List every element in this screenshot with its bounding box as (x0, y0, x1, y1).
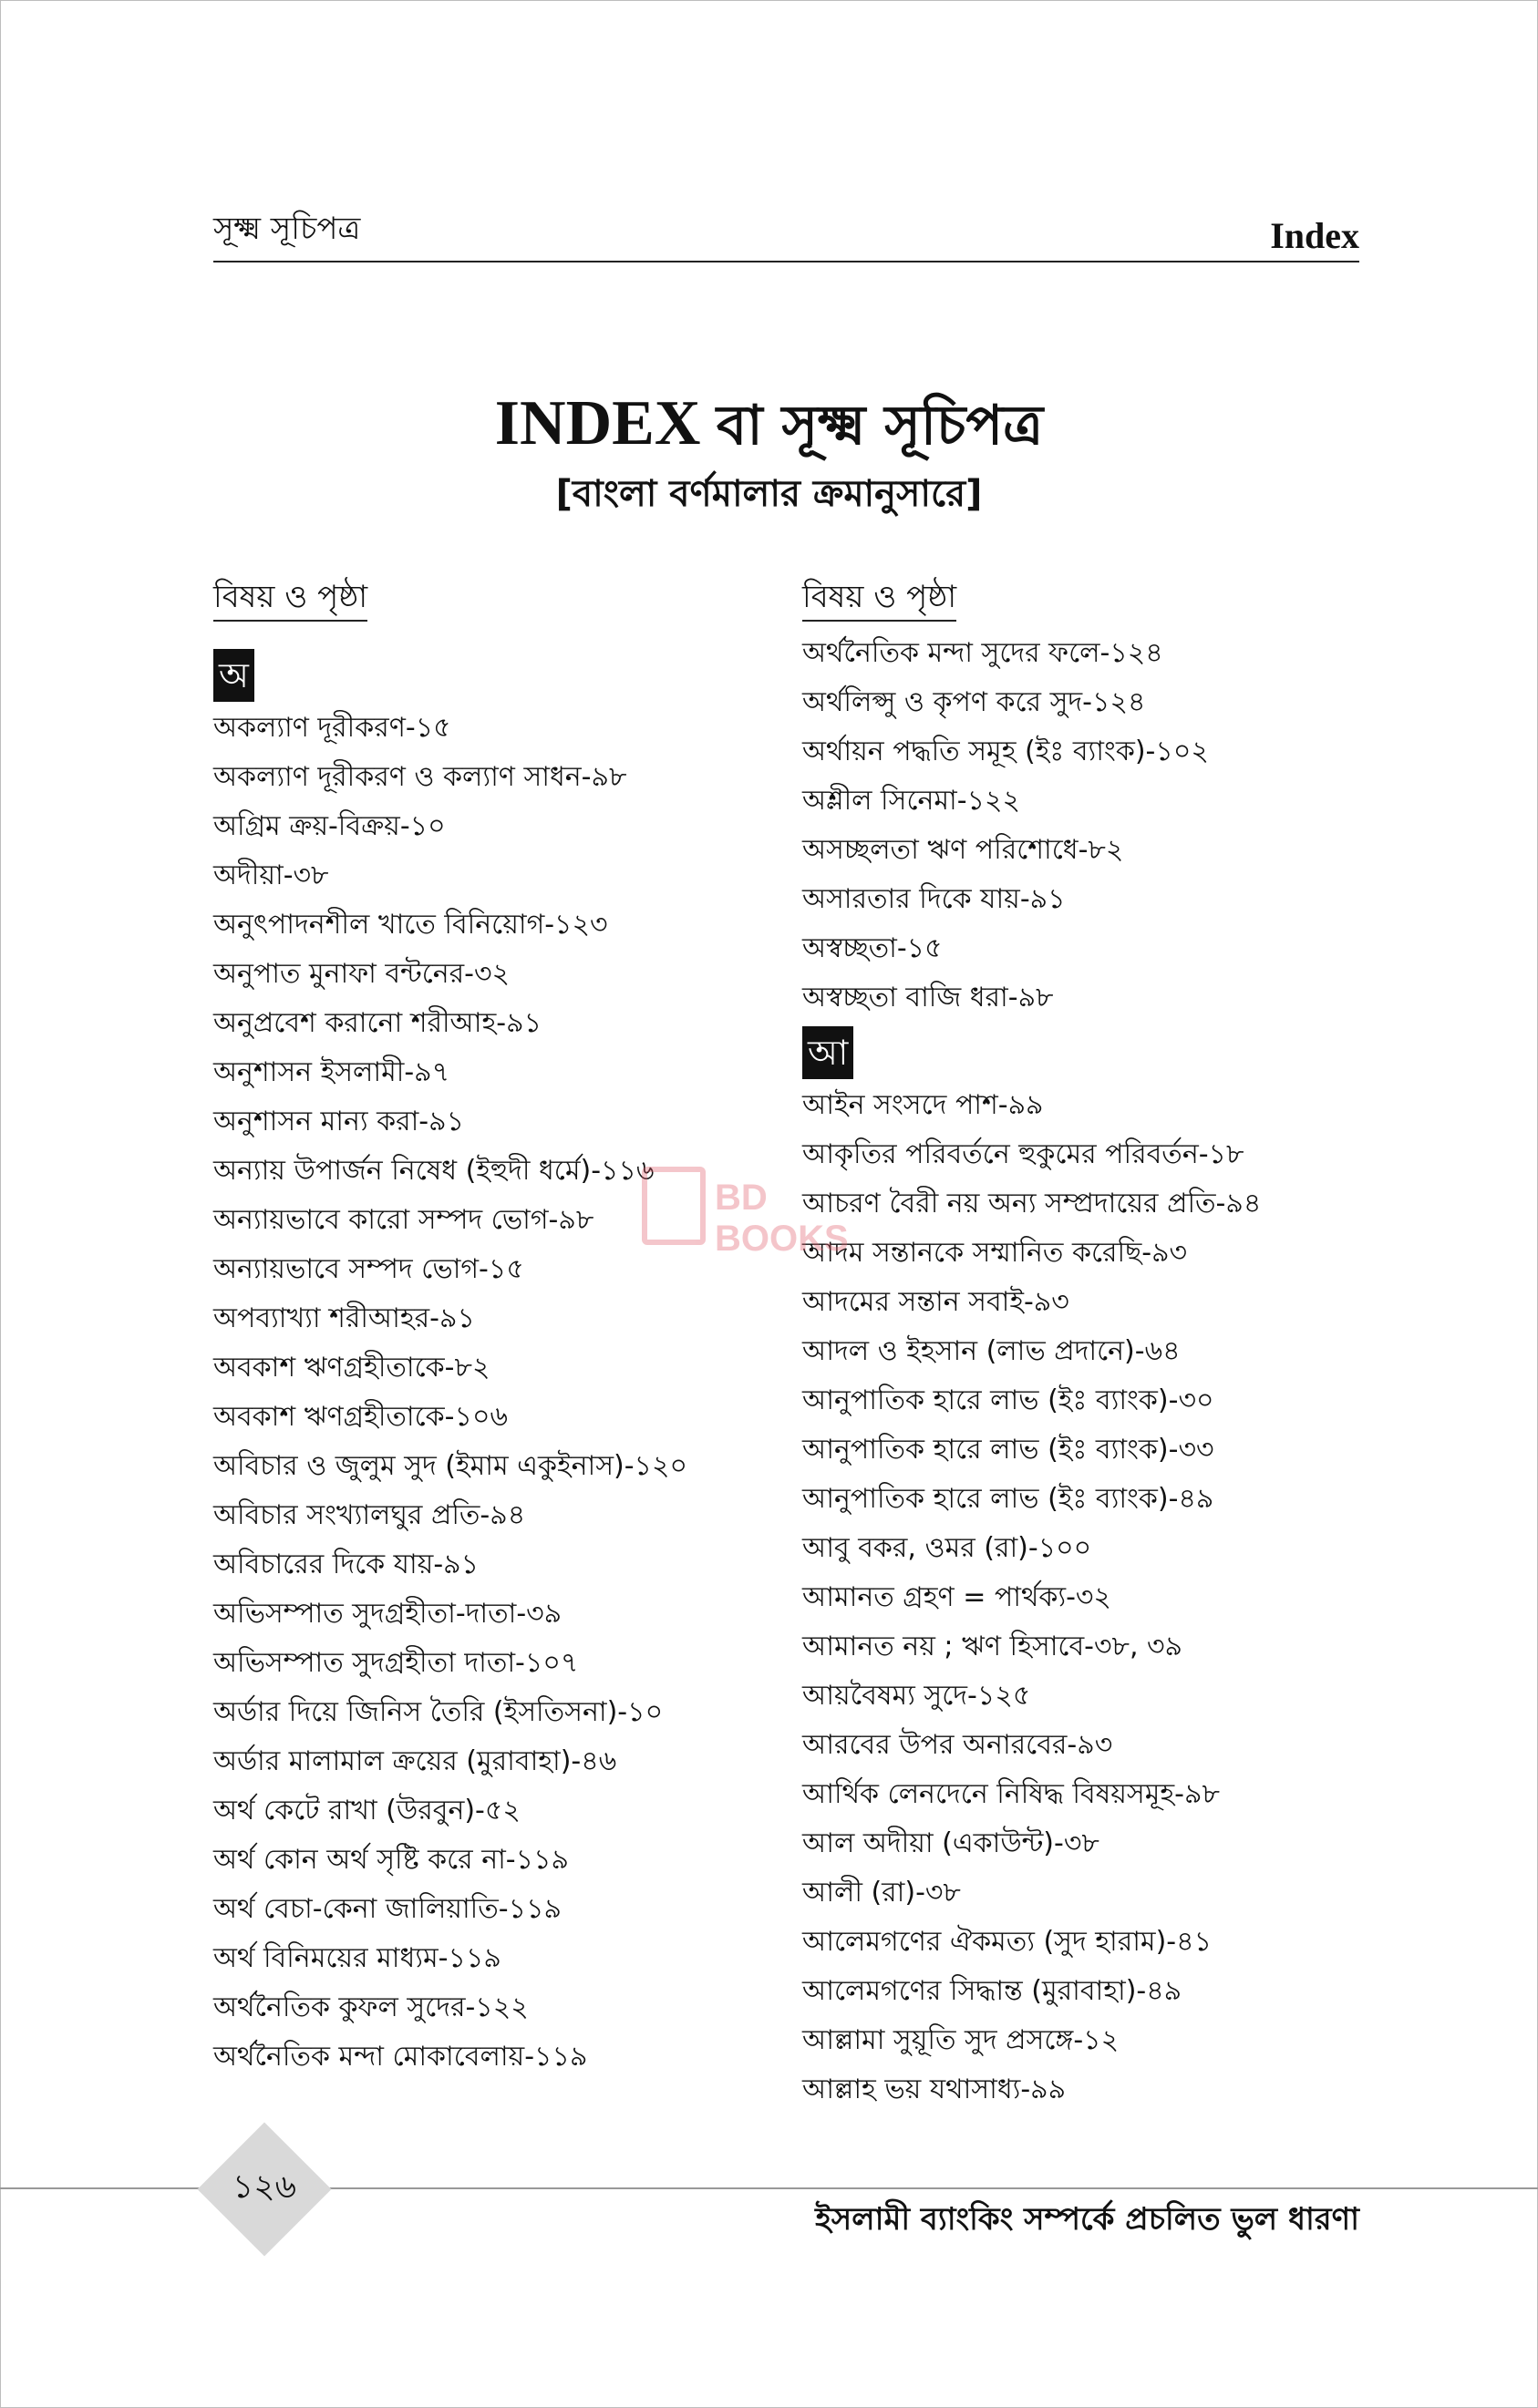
right-column (802, 576, 1386, 2115)
title-english: INDEX (494, 388, 701, 458)
index-entry: অস্বচ্ছতা-১৫ (802, 932, 943, 964)
index-entry: অর্থ বিনিময়ের মাধ্যম-১১৯ (213, 1942, 501, 1974)
running-header (213, 211, 1359, 262)
index-entry: আদমের সন্তান সবাই-৯৩ (802, 1286, 1069, 1318)
index-entry: অগ্রিম ক্রয়-বিক্রয়-১০ (213, 810, 446, 842)
index-entry: অসচ্ছলতা ঋণ পরিশোধে-৮২ (802, 834, 1124, 866)
page-number: ১২৬ (232, 2168, 297, 2206)
index-entry: অশ্লীল সিনেমা-১২২ (802, 785, 1021, 817)
footer-book-title: ইসলামী ব্যাংকিং সম্পর্কে প্রচলিত ভুল ধারণা (815, 2201, 1359, 2238)
index-entry: অর্ডার মালামাল ক্রয়ের (মুরাবাহা)-৪৬ (213, 1745, 617, 1777)
index-entry: অকল্যাণ দূরীকরণ-১৫ (213, 712, 451, 744)
index-entry: অর্থনৈতিক মন্দা সুদের ফলে-১২৪ (802, 637, 1163, 669)
index-entry: আনুপাতিক হারে লাভ (ইঃ ব্যাংক)-৩৩ (802, 1434, 1214, 1466)
index-entry: অর্থনৈতিক কুফল সুদের-১২২ (213, 1991, 529, 2023)
right-entry-list-a (802, 629, 1386, 1023)
index-entry: আল্লামা সুয়ূতি সুদ প্রসঙ্গে-১২ (802, 2024, 1120, 2056)
index-entry: অসারতার দিকে যায়-৯১ (802, 883, 1066, 915)
index-entry: আল্লাহ ভয় যথাসাধ্য-৯৯ (802, 2074, 1067, 2105)
index-entry: অবিচার ও জুলুম সুদ (ইমাম একুইনাস)-১২০ (213, 1450, 688, 1482)
right-column-heading: বিষয় ও পৃষ্ঠা (802, 576, 956, 622)
index-entry: আদম সন্তানকে সম্মানিত করেছি-৯৩ (802, 1237, 1188, 1269)
index-entry: অস্বচ্ছতা বাজি ধরা-৯৮ (802, 982, 1054, 1014)
watermark (642, 1163, 906, 1259)
letter-heading: আ (802, 1026, 853, 1079)
index-entry: আমানত গ্রহণ = পার্থক্য-৩২ (802, 1581, 1111, 1613)
left-entry-list (213, 704, 797, 2082)
index-entry: আনুপাতিক হারে লাভ (ইঃ ব্যাংক)-৩০ (802, 1384, 1214, 1416)
index-entry: অনুশাসন ইসলামী-৯৭ (213, 1056, 450, 1088)
header-right-title: Index (1270, 215, 1359, 256)
index-entry: অর্থলিপ্সু ও কৃপণ করে সুদ-১২৪ (802, 686, 1146, 718)
index-entry: আচরণ বৈরী নয় অন্য সম্প্রদায়ের প্রতি-৯৪ (802, 1188, 1262, 1219)
header-left-title: সূক্ষ্ম সূচিপত্র (213, 211, 361, 247)
index-entry: অন্যায় উপার্জন নিষেধ (ইহুদী ধর্মে)-১১৬ (213, 1155, 655, 1187)
index-entry: অভিসম্পাত সুদগ্রহীতা-দাতা-৩৯ (213, 1598, 563, 1630)
index-entry: আলেমগণের সিদ্ধান্ত (মুরাবাহা)-৪৯ (802, 1975, 1182, 2007)
index-entry: অপব্যাখ্যা শরীআহর-৯১ (213, 1302, 475, 1334)
index-entry: আরবের উপর অনারবের-৯৩ (802, 1729, 1113, 1761)
index-entry: অবিচারের দিকে যায়-৯১ (213, 1549, 480, 1580)
index-entry: আর্থিক লেনদেনে নিষিদ্ধ বিষয়সমূহ-৯৮ (802, 1778, 1220, 1810)
left-column (213, 576, 797, 2082)
letter-heading: অ (213, 649, 254, 702)
index-entry: অনুপাত মুনাফা বন্টনের-৩২ (213, 958, 511, 990)
title-bangla: বা সূক্ষ্ম সূচিপত্র (716, 394, 1044, 458)
index-entry: আলেমগণের ঐকমত্য (সুদ হারাম)-৪১ (802, 1926, 1213, 1958)
index-entry: অর্থ কোন অর্থ সৃষ্টি করে না-১১৯ (213, 1844, 570, 1876)
index-entry: আইন সংসদে পাশ-৯৯ (802, 1089, 1044, 1121)
index-entry: অন্যায়ভাবে সম্পদ ভোগ-১৫ (213, 1253, 524, 1285)
index-entry: অবিচার সংখ্যালঘুর প্রতি-৯৪ (213, 1499, 526, 1531)
index-entry: অবকাশ ঋণগ্রহীতাকে-৮২ (213, 1352, 490, 1384)
index-entry: আয়বৈষম্য সুদে-১২৫ (802, 1680, 1031, 1712)
index-entry: আনুপাতিক হারে লাভ (ইঃ ব্যাংক)-৪৯ (802, 1483, 1214, 1515)
page-subtitle: [বাংলা বর্ণমালার ক্রমানুসারে] (555, 473, 983, 515)
index-entry: অন্যায়ভাবে কারো সম্পদ ভোগ-৯৮ (213, 1204, 594, 1236)
index-entry: অনুপ্রবেশ করানো শরীআহ-৯১ (213, 1007, 542, 1039)
index-entry: আমানত নয় ; ঋণ হিসাবে-৩৮, ৩৯ (802, 1631, 1183, 1662)
index-entry: আকৃতির পরিবর্তনে হুকুমের পরিবর্তন-১৮ (802, 1138, 1244, 1170)
index-entry: অভিসম্পাত সুদগ্রহীতা দাতা-১০৭ (213, 1647, 579, 1679)
index-entry: অনুৎপাদনশীল খাতে বিনিয়োগ-১২৩ (213, 909, 608, 941)
index-entry: অর্থ কেটে রাখা (উরবুন)-৫২ (213, 1795, 521, 1827)
index-entry: আবু বকর, ওমর (রা)-১০০ (802, 1532, 1092, 1564)
index-entry: আল অদীয়া (একাউন্ট)-৩৮ (802, 1827, 1099, 1859)
left-column-heading: বিষয় ও পৃষ্ঠা (213, 576, 367, 622)
index-entry: অর্ডার দিয়ে জিনিস তৈরি (ইসতিসনা)-১০ (213, 1696, 664, 1728)
index-entry: অকল্যাণ দূরীকরণ ও কল্যাণ সাধন-৯৮ (213, 761, 627, 793)
index-entry: আলী (রা)-৩৮ (802, 1877, 961, 1909)
index-entry: অর্থায়ন পদ্ধতি সমূহ (ইঃ ব্যাংক)-১০২ (802, 736, 1209, 767)
index-entry: অর্থনৈতিক মন্দা মোকাবেলায়-১১৯ (213, 2041, 588, 2073)
watermark-text: BD BOOKS (715, 1178, 849, 1259)
index-entry: আদল ও ইহসান (লাভ প্রদানে)-৬৪ (802, 1335, 1181, 1367)
page-title (0, 383, 1538, 467)
index-entry: অর্থ বেচা-কেনা জালিয়াতি-১১৯ (213, 1893, 562, 1925)
book-icon (642, 1167, 706, 1245)
index-entry: অনুশাসন মান্য করা-৯১ (213, 1106, 465, 1137)
index-entry: অদীয়া-৩৮ (213, 859, 329, 891)
index-entry: অবকাশ ঋণগ্রহীতাকে-১০৬ (213, 1401, 508, 1433)
